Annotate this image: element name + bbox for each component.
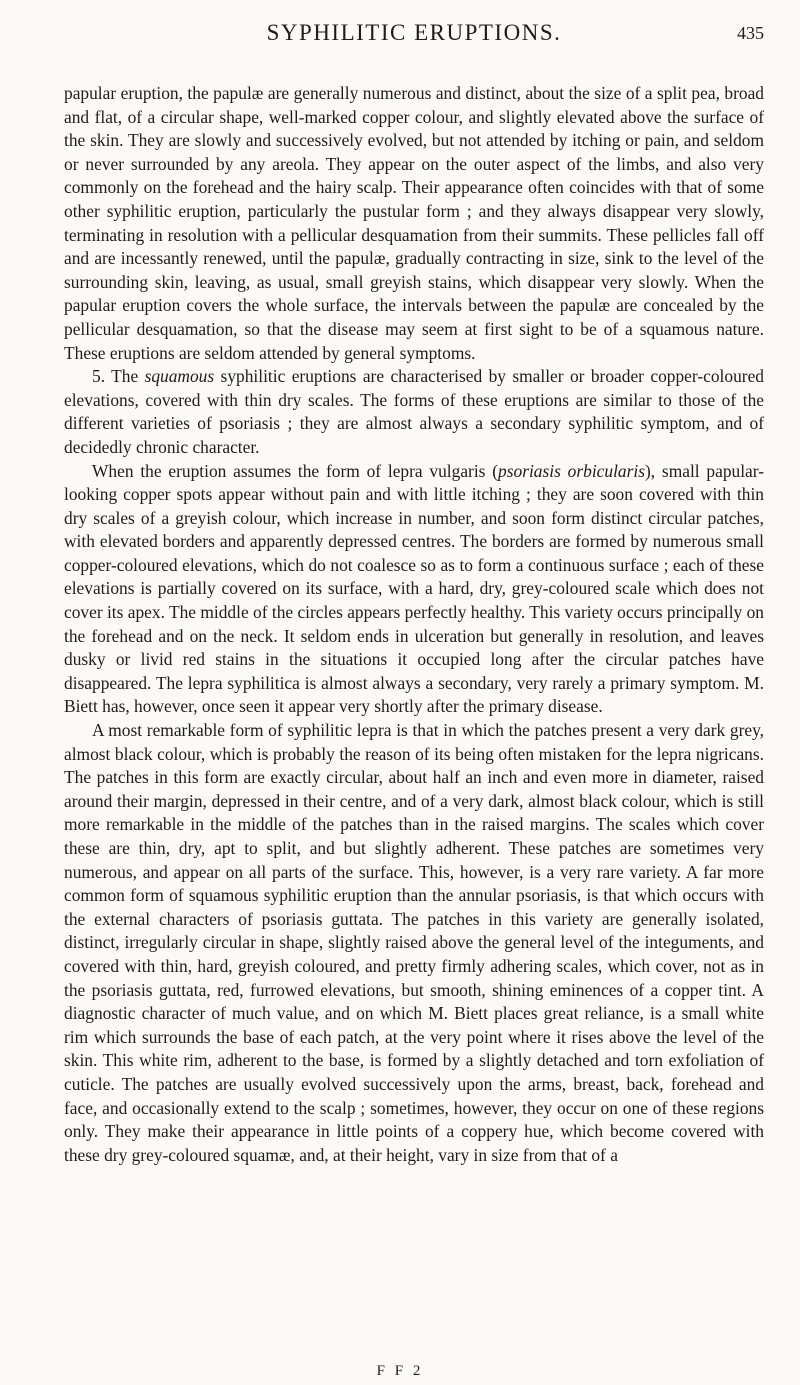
running-title: SYPHILITIC ERUPTIONS. (266, 20, 562, 45)
paragraph-text: papular eruption, the papulæ are generally numerous and distinct, about the size of a split pea, broad and flat, of a circular shape, well-marked copper colour, and slightly elevated above the surface of the skin. They are slowly and successively evolved, but not attended by itching or pain, and seldom or never surrounded by any areola. They appear on the outer aspect of the limbs, and also very commonly on the forehead and the hairy scalp. Their appearance often coincides with that of some other syphilitic eruption, particularly the pustular form ; and they always disappear very slowly, terminating in resolution with a pellicular desquamation from their summits. These pellicles fall off and are incessantly renewed, until the papulæ, gradually contracting in size, sink to the level of the surrounding skin, leaving, as usual, small greyish stains, which disappear very slowly. When the papular eruption covers the whole surface, the intervals between the papulæ are concealed by the pellicular desquamation, so that the disease may seem at first sight to be of a squamous nature. These eruptions are seldom attended by general symptoms. (64, 83, 764, 363)
paragraph-lepra-vulgaris (64, 460, 764, 720)
paragraph-syphilitic-lepra-dark (64, 719, 764, 1167)
paragraph-text-rest: syphilitic eruptions are characterised by smaller or broader copper-coloured elevations, covered with thin dry scales. The forms of these eruptions are similar to those of the different varieties of psoriasis ; they are almost always a secondary syphilitic symptom, and of decidedly chronic character. (64, 366, 764, 457)
paragraph-text-lead: 5. The (92, 366, 145, 387)
paragraph-papular-continued (64, 82, 764, 365)
page-number: 435 (737, 23, 764, 43)
emphasis-psoriasis-orbicularis: psoriasis orbicularis (498, 460, 645, 481)
signature-mark: F F 2 (376, 1363, 424, 1379)
running-header (64, 13, 764, 53)
body-text (64, 82, 764, 1167)
paragraph-text-lead: When the eruption assumes the form of lepra vulgaris ( (92, 460, 499, 481)
paragraph-text: A most remarkable form of syphilitic lepra is that in which the patches present a very dark grey, almost black colour, which is probably the reason of its being often mistaken for the lepra nigricans. The patches in this form are exactly circular, about half an inch and even more in diameter, raised around their margin, depressed in their centre, and of a very dark, almost black colour, which is still more remarkable in the middle of the patches than in the raised margins. The scales which cover these are thin, dry, apt to split, and but slightly adherent. These patches are sometimes very numerous, and appear on all parts of the surface. This, however, is a very rare variety. A far more common form of squamous syphilitic eruption than the annular psoriasis, is that which occurs with the external characters of psoriasis guttata. The patches in this variety are generally isolated, distinct, irregularly circular in shape, slightly raised above the general level of the integuments, and covered with thin, hard, greyish coloured, and pretty firmly adhering scales, which cover, not as in the psoriasis guttata, red, furrowed elevations, but smooth, shining eminences of a copper tint. A diagnostic character of much value, and on which M. Biett places great reliance, is a small white rim which surrounds the base of each patch, at the very point where it rises above the level of the skin. This white rim, adherent to the base, is formed by a slightly detached and torn exfoliation of cuticle. The patches are usually evolved successively upon the arms, breast, back, forehead and face, and occasionally extend to the scalp ; sometimes, however, they occur on one of these regions only. They make their appearance in little points of a coppery hue, which become covered with these dry grey-coloured squamæ, and, at their height, vary in size from that of a (64, 720, 764, 1165)
paragraph-text-rest: ), small papular-looking copper spots appear without pain and with little itching ; they are soon covered with thin dry scales of a greyish colour, which increase in number, and soon form distinct circular patches, with elevated borders and apparently depressed centres. The borders are formed by numerous small copper-coloured elevations, which do not coalesce so as to form a continuous surface ; each of these elevations is partially covered on its surface, with a hard, dry, grey-coloured scale which does not cover its apex. The middle of the circles appears perfectly healthy. This variety occurs principally on the forehead and on the neck. It seldom ends in ulceration but generally in resolution, and leaves dusky or livid red stains in the situations it occupied long after the circular patches have disappeared. The lepra syphilitica is almost always a secondary, very rarely a primary symptom. M. Biett has, however, once seen it appear very shortly after the primary disease. (64, 460, 764, 717)
paragraph-squamous-eruptions (64, 365, 764, 459)
emphasis-squamous: squamous (144, 366, 215, 387)
